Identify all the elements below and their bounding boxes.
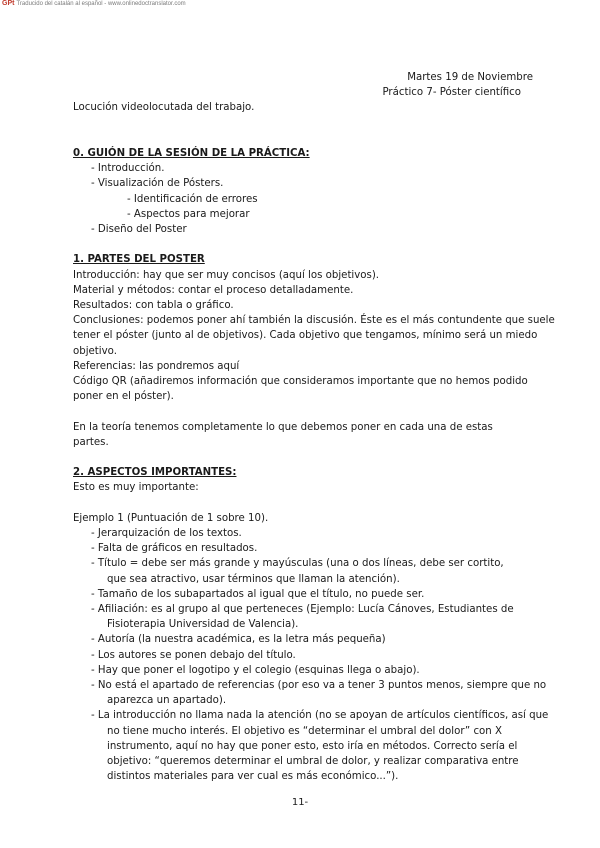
section1-heading: 1. PARTES DEL POSTER	[73, 254, 205, 266]
section1-line: Conclusiones: podemos poner ahí también la discusión. Éste es el más contundente que suele	[73, 315, 555, 327]
section1-line: objetivo.	[73, 345, 117, 357]
list-item	[73, 541, 533, 556]
header-subtitle: Práctico 7- Póster científico	[382, 87, 521, 99]
list-item-continuation: aparezca un apartado).	[107, 695, 227, 707]
list-item-text: - La introducción no llama nada la atención (no se apoyan de artículos científicos, así que	[91, 710, 549, 722]
translator-watermark	[2, 0, 186, 7]
list-item-text: - No está el apartado de referencias (por eso va a tener 3 puntos menos, siempre que no	[91, 680, 547, 692]
list-item-text: - Los autores se ponen debajo del título.	[91, 649, 296, 661]
list-item	[73, 678, 547, 708]
sub-list-item: - Identificación de errores	[127, 193, 258, 205]
translator-logo: GPt	[2, 0, 15, 7]
aspects-list	[73, 526, 549, 784]
section2-heading: 2. ASPECTOS IMPORTANTES:	[73, 467, 237, 479]
list-item: - Introducción.	[91, 163, 165, 175]
watermark-text: Traducido del catalán al español - www.onlinedoctranslator.com	[16, 0, 186, 7]
list-item: - Diseño del Poster	[91, 224, 187, 235]
example-line: Ejemplo 1 (Puntuación de 1 sobre 10).	[73, 512, 269, 524]
section1-line: Material y métodos: contar el proceso detalladamente.	[73, 284, 354, 296]
page-header	[73, 70, 533, 100]
list-item-continuation: Fisioterapia Universidad de Valencia).	[107, 619, 299, 631]
section1-line: Referencias: las pondremos aquí	[73, 360, 240, 372]
list-item	[73, 663, 533, 678]
list-item	[73, 587, 533, 602]
list-item	[73, 648, 533, 663]
list-item-continuation: distintos materiales para ver cual es más económico...”).	[107, 771, 399, 783]
section1-line: Introducción: hay que ser muy concisos (aquí los objetivos).	[73, 269, 380, 281]
section0-heading: 0. GUIÓN DE LA SESIÓN DE LA PRÁCTICA:	[73, 147, 310, 159]
list-item-continuation: no tiene mucho interés. El objetivo es “determinar el umbral del dolor” con X	[107, 725, 502, 737]
document-page	[73, 70, 555, 784]
list-item-text: - Afiliación: es al grupo al que perteneces (Ejemplo: Lucía Cánoves, Estudiantes de	[91, 604, 514, 616]
list-item-text: - Jerarquización de los textos.	[91, 528, 242, 539]
list-item-text: - Título = debe ser más grande y mayúsculas (una o dos líneas, debe ser cortito,	[91, 558, 504, 570]
list-item	[73, 556, 533, 586]
list-item-text: - Tamaño de los subapartados al igual que el título, no puede ser.	[91, 588, 425, 600]
list-item	[73, 708, 549, 784]
section2-subheading: Esto es muy importante:	[73, 482, 199, 494]
list-item-text: - Hay que poner el logotipo y el colegio (esquinas llega o abajo).	[91, 664, 420, 676]
list-item-continuation: objetivo: “queremos determinar el umbral de dolor, y realizar comparativa entre	[107, 756, 519, 768]
section1-line: tener el póster (junto al de objetivos). Cada objetivo que tengamos, mínimo será un miedo	[73, 330, 538, 342]
intro-line: Locución videolocutada del trabajo.	[73, 102, 255, 114]
section1-line: Código QR (añadiremos información que consideramos importante que no hemos podido	[73, 376, 528, 388]
header-date: Martes 19 de Noviembre	[407, 72, 533, 83]
list-item-continuation: que sea atractivo, usar términos que llaman la atención).	[107, 573, 400, 585]
list-item-text: - Autoría (la nuestra académica, es la letra más pequeña)	[91, 634, 386, 646]
section1-note: partes.	[73, 436, 109, 448]
list-item-continuation: instrumento, aquí no hay que poner esto, esto iría en métodos. Correcto sería el	[107, 740, 518, 752]
list-item	[73, 632, 533, 647]
section1-line: Resultados: con tabla o gráfico.	[73, 300, 234, 311]
list-item: - Visualización de Pósters.	[91, 178, 224, 190]
list-item	[73, 526, 533, 541]
section1-note: En la teoría tenemos completamente lo que debemos poner en cada una de estas	[73, 421, 493, 433]
section1-line: poner en el póster).	[73, 391, 174, 403]
page-number: 11-	[291, 797, 309, 808]
list-item-text: - Falta de gráficos en resultados.	[91, 543, 258, 555]
sub-list-item: - Aspectos para mejorar	[127, 208, 250, 220]
list-item	[73, 602, 533, 632]
